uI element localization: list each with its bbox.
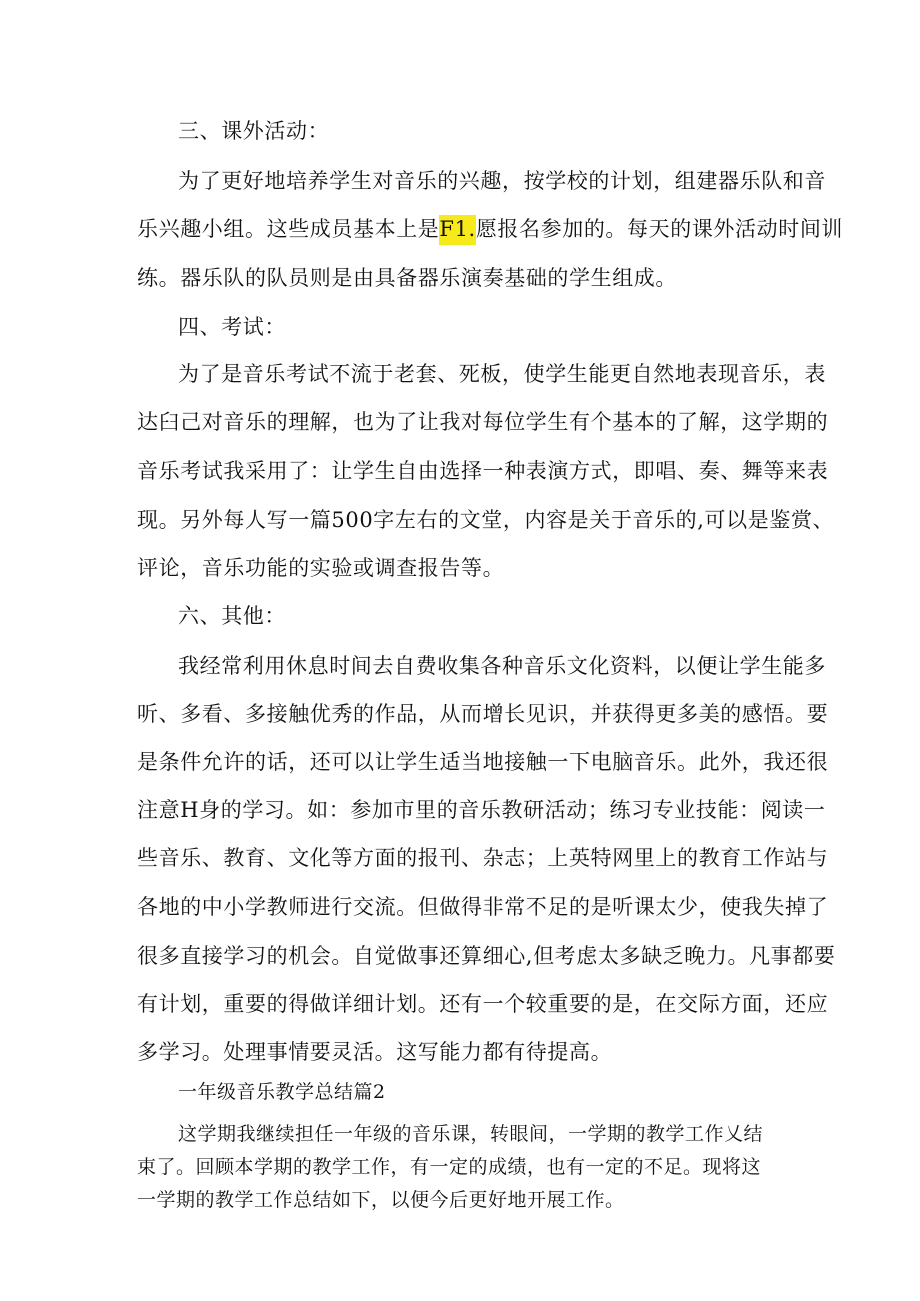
paragraph-line: 听、多看、多接触优秀的作品，从而增长见识，并获得更多美的感悟。要: [137, 702, 829, 726]
text-span: 愿报名参加的。每天的课外活动时间训: [475, 217, 844, 241]
paragraph-line: 为了更好地培养学生对音乐的兴趣，按学校的计划，组建器乐队和音: [178, 169, 826, 193]
paragraph-line-with-highlight: [137, 214, 844, 244]
paragraph-line: 音乐考试我采用了：让学生自由选择一种表演方式，即唱、奏、舞等来表: [137, 459, 829, 483]
section-heading-activities: 三、课外活动：: [178, 119, 330, 143]
paragraph-line: 注意H身的学习。如：参加市里的音乐教研活动；练习专业技能：阅读一: [137, 798, 826, 822]
paragraph-line: 各地的中小学教师进行交流。但做得非常不足的是听课太少，使我失掉了: [137, 895, 829, 919]
paragraph-line: 很多直接学习的机会。自觉做事还算细心,但考虑太多缺乏晚力。凡事都要: [137, 944, 836, 968]
paragraph-line: 是条件允许的话，还可以让学生适当地接触一下电脑音乐。此外，我还很: [137, 750, 829, 774]
paragraph-line: 些音乐、教育、文化等方面的报刊、杂志；上英特网里上的教育工作站与: [137, 846, 829, 870]
highlighted-text: F1.: [439, 215, 475, 245]
paragraph-line: 练。器乐队的队员则是由具备器乐演奏基础的学生组成。: [137, 266, 677, 290]
paragraph-line: 现。另外每人写一篇500字左右的文堂，内容是关于音乐的,可以是鉴赏、: [137, 508, 835, 532]
section-heading-other: 六、其他：: [178, 604, 286, 628]
text-span: 乐兴趣小组。这些成员基本上是: [137, 217, 440, 241]
paragraph-line: 达臼己对音乐的理解，也为了让我对每位学生有个基本的了解，这学期的: [137, 410, 829, 434]
paragraph-line: 为了是音乐考试不流于老套、死板，使学生能更自然地表现音乐，表: [178, 362, 826, 386]
article-title: 一年级音乐教学总结篇2: [178, 1081, 386, 1103]
paragraph-line: 束了。回顾本学期的教学工作，有一定的成绩，也有一定的不足。现将这: [137, 1156, 762, 1178]
paragraph-line: 我经常利用休息时间去自费收集各种音乐文化资料，以便让学生能多: [178, 654, 826, 678]
paragraph-line: 有计划，重要的得做详细计划。还有一个较重要的是，在交际方面，还应: [137, 992, 829, 1016]
paragraph-line: 多学习。处理事情要灵活。这写能力都有待提高。: [137, 1040, 613, 1064]
paragraph-line: 一学期的教学工作总结如下，以便今后更好地开展工作。: [137, 1189, 625, 1211]
paragraph-line: 评论，音乐功能的实验或调查报告等。: [137, 556, 505, 580]
section-heading-exam: 四、考试：: [178, 315, 286, 339]
paragraph-line: 这学期我继续担任一年级的音乐课，转眼间，一学期的教学工作乂结: [178, 1123, 764, 1145]
